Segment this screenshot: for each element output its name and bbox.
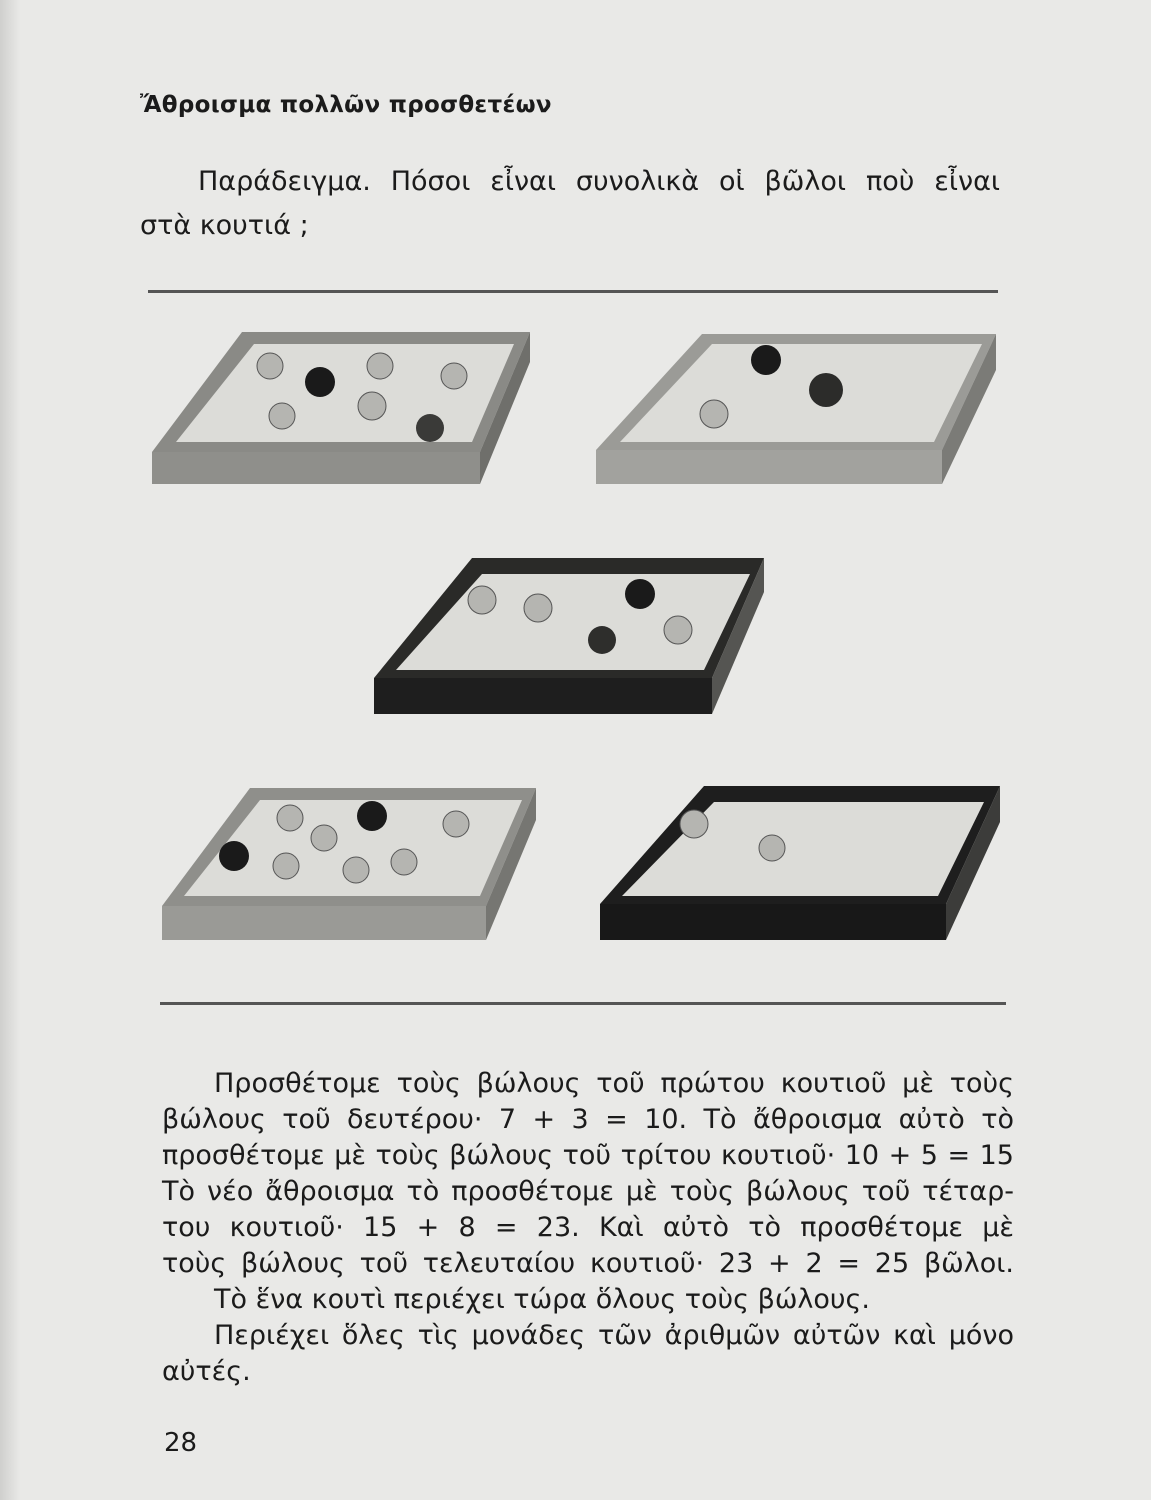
- marble: [357, 801, 387, 831]
- marble-box-1: [150, 328, 532, 488]
- marble: [311, 825, 337, 851]
- marble: [759, 835, 785, 861]
- top-rule: [148, 290, 998, 293]
- page-edge: [0, 0, 20, 1500]
- box-5-floor: [622, 802, 984, 896]
- intro-paragraph: [140, 160, 1000, 248]
- marble: [680, 810, 708, 838]
- marble: [305, 367, 335, 397]
- marble: [269, 403, 295, 429]
- intro-line-1: Παράδειγμα. Πόσοι εἶναι συνολικὰ οἱ βῶλοι ποὺ εἶναι: [198, 166, 1000, 197]
- body-line: του κουτιοῦ· 15 + 8 = 23. Καὶ αὐτὸ τὸ προσθέτομε μὲ: [162, 1212, 1014, 1243]
- marble: [273, 853, 299, 879]
- body-line: βώλους τοῦ δευτέρου· 7 + 3 = 10. Τὸ ἄθροισμα αὐτὸ τὸ: [162, 1104, 1014, 1135]
- box-2-front-side: [596, 450, 942, 484]
- box-2-floor: [620, 344, 982, 442]
- marble: [700, 400, 728, 428]
- marble: [443, 811, 469, 837]
- marble: [664, 616, 692, 644]
- body-line: Τὸ νέο ἄθροισμα τὸ προσθέτομε μὲ τοὺς βώλους τοῦ τέταρ-: [162, 1176, 1014, 1207]
- marble: [625, 579, 655, 609]
- body-sentence-3-line-1: Περιέχει ὅλες τὶς μονάδες τῶν ἀριθμῶν αὐτῶν καὶ μόνο: [214, 1320, 1014, 1351]
- box-1-front-side: [152, 452, 480, 484]
- box-5-front-side: [600, 904, 946, 940]
- marble: [468, 586, 496, 614]
- intro-line-2: στὰ κουτιά ;: [140, 210, 309, 241]
- marble-box-2: [594, 330, 998, 488]
- marble: [751, 345, 781, 375]
- body-sentence-3-line-2: αὐτές.: [162, 1356, 251, 1387]
- marble: [343, 857, 369, 883]
- marble: [257, 353, 283, 379]
- body-line: τοὺς βώλους τοῦ τελευταίου κουτιοῦ· 23 + 2 = 25 βῶλοι.: [162, 1248, 1014, 1279]
- marble: [219, 841, 249, 871]
- marble: [588, 626, 616, 654]
- marble-box-3: [372, 556, 766, 716]
- marble: [358, 392, 386, 420]
- marble-box-5: [598, 784, 1002, 944]
- marble: [367, 353, 393, 379]
- marble-box-4: [160, 786, 538, 942]
- marble: [809, 373, 843, 407]
- page-number: 28: [164, 1428, 198, 1458]
- marble: [391, 849, 417, 875]
- body-sentence-2: Τὸ ἕνα κουτὶ περιέχει τώρα ὅλους τοὺς βώλους.: [214, 1284, 870, 1315]
- box-4-front-side: [162, 906, 486, 940]
- section-heading: Ἄθροισμα πολλῶν προσθετέων: [140, 92, 552, 118]
- body-line: Προσθέτομε τοὺς βώλους τοῦ πρώτου κουτιοῦ μὲ τοὺς: [214, 1068, 1014, 1099]
- marble: [277, 805, 303, 831]
- bottom-rule: [160, 1002, 1006, 1005]
- marble: [416, 414, 444, 442]
- marble: [524, 594, 552, 622]
- body-line: προσθέτομε μὲ τοὺς βώλους τοῦ τρίτου κουτιοῦ· 10 + 5 = 15: [162, 1140, 1014, 1171]
- box-3-front-side: [374, 678, 712, 714]
- marble: [441, 363, 467, 389]
- explanation-text: [162, 1066, 1014, 1390]
